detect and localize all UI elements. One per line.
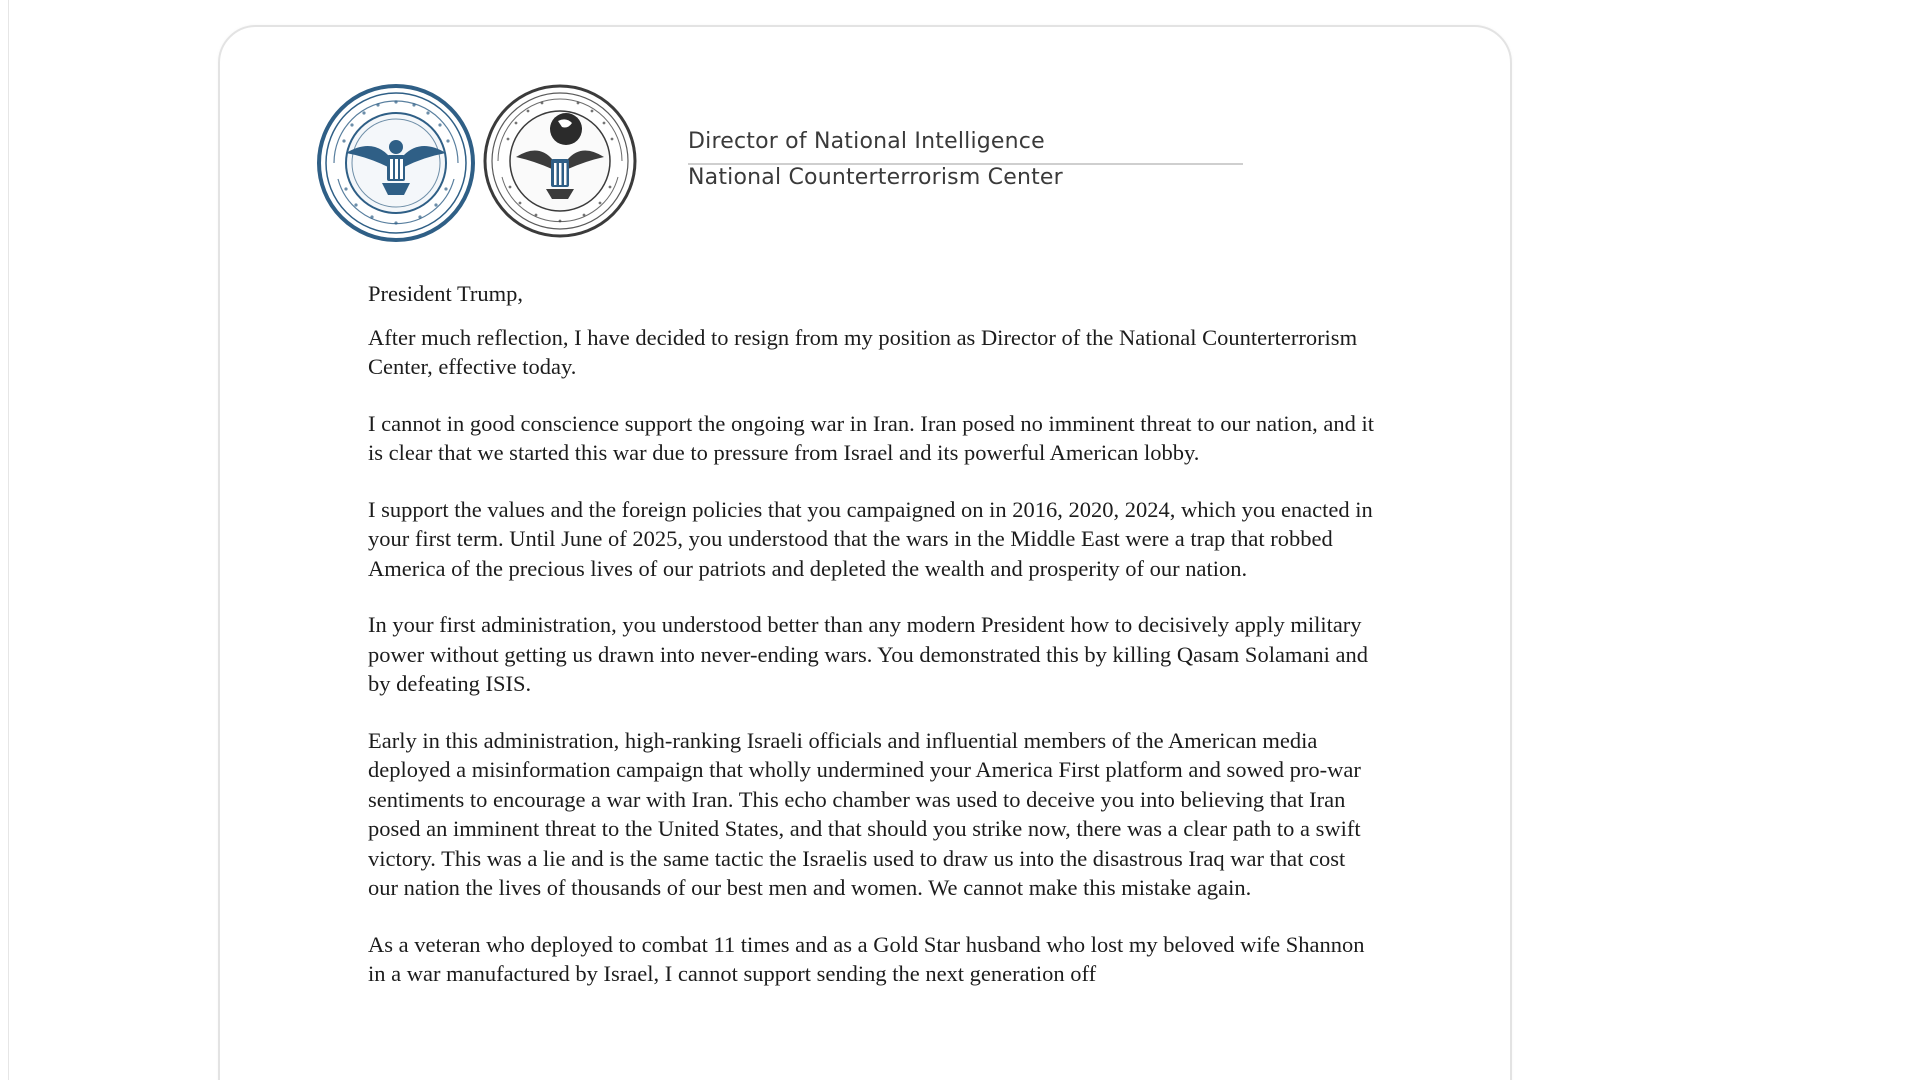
- paragraph: As a veteran who deployed to combat 11 times and as a Gold Star husband who lost my beloved wife Shannon in a war manufactured by Israel, I cannot support sending the next generation off: [368, 931, 1365, 986]
- dni-seal-icon: [316, 83, 476, 248]
- letter-body: [368, 279, 1378, 1016]
- paragraph: In your first administration, you understood better than any modern President how to decisively apply military power without getting us drawn into never-ending wars. You demonstrated this by killing Qasam Solamani and by defeating ISIS.: [368, 612, 1369, 696]
- letterhead-divider: [688, 163, 1243, 165]
- letterhead-dni: Director of National Intelligence: [688, 129, 1045, 154]
- letterhead: [688, 127, 1248, 193]
- paragraph: After much reflection, I have decided to resign from my position as Director of the National Counterterrorism Center, effective today.: [368, 324, 1358, 379]
- paragraph: I support the values and the foreign policies that you campaigned on in 2016, 2020, 2024, which you enacted in your first term. Until June of 2025, you understood that the wars in the Middle East were a trap that robbed America of the precious lives of our patriots and depleted the wealth and prosperity of our nation.: [368, 496, 1373, 581]
- salutation: President Trump,: [368, 281, 524, 306]
- viewer-edge-divider: [8, 0, 9, 1080]
- letter-page: [218, 25, 1512, 1080]
- paragraph: Early in this administration, high-ranking Israeli officials and influential members of the American media deployed a misinformation campaign that wholly undermined your America First platform and sowed pro-war sentiments to encourage a war with Iran. This echo chamber was used to deceive you into believing that Iran posed an imminent threat to the United States, and that should you strike now, there was a clear path to a swift victory. This was a lie and is the same tactic the Israelis used to draw us into the disastrous Iraq war that cost our nation the lives of thousands of our best men and women. We cannot make this mistake again.: [368, 727, 1361, 900]
- letterhead-nctc: National Counterterrorism Center: [688, 165, 1063, 190]
- nctc-seal-icon: [482, 83, 638, 244]
- paragraph: I cannot in good conscience support the ongoing war in Iran. Iran posed no imminent threat to our nation, and it is clear that we started this war due to pressure from Israel and its powerful American lobby.: [368, 410, 1374, 465]
